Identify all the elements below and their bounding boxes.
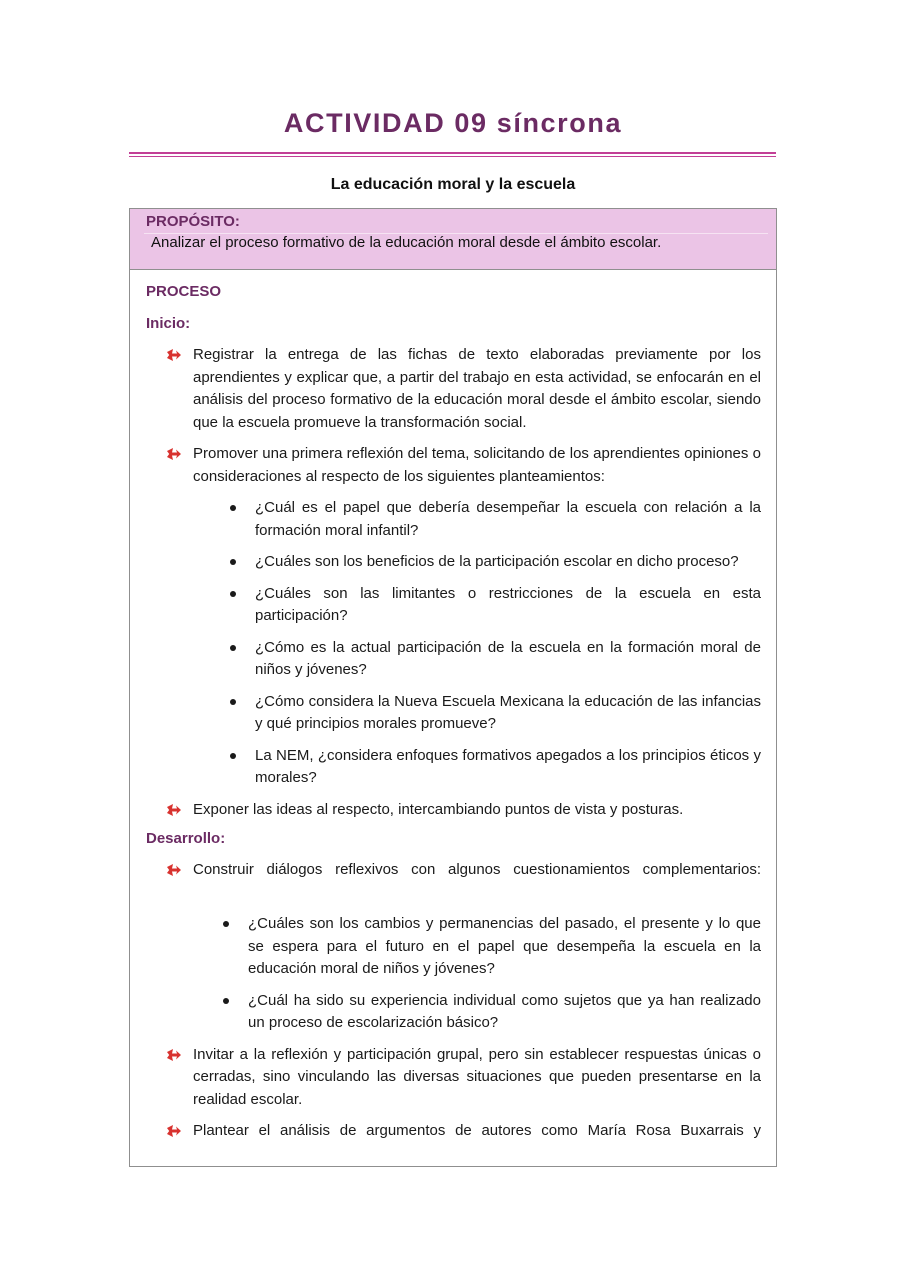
arrow-bullet-icon bbox=[167, 1124, 181, 1136]
arrow-bullet-icon bbox=[167, 447, 181, 459]
title-divider bbox=[129, 152, 776, 154]
bullet-dot-icon bbox=[230, 505, 236, 511]
page-subtitle: La educación moral y la escuela bbox=[330, 176, 576, 193]
purpose-label: PROPÓSITO: bbox=[146, 213, 240, 230]
question-text: La NEM, ¿considera enfoques formativos apegados a los principios éticos y morales? bbox=[255, 746, 761, 786]
list-item-text: Plantear el análisis de argumentos de autores como María Rosa Buxarrais y bbox=[193, 1122, 761, 1139]
arrow-bullet-icon bbox=[167, 348, 181, 360]
bullet-dot-icon bbox=[230, 645, 236, 651]
list-item bbox=[146, 1120, 761, 1143]
question-item bbox=[146, 551, 761, 574]
bullet-dot-icon bbox=[230, 699, 236, 705]
bullet-dot-icon bbox=[223, 998, 229, 1004]
activity-table bbox=[129, 208, 777, 1167]
arrow-bullet-icon bbox=[167, 1048, 181, 1060]
question-item bbox=[146, 745, 761, 790]
desarrollo-questions bbox=[146, 913, 761, 1035]
list-item-text: Construir diálogos reflexivos con algunos cuestionamientos complementarios: bbox=[193, 861, 761, 878]
bullet-dot-icon bbox=[223, 921, 229, 927]
inicio-questions bbox=[146, 497, 761, 790]
question-item bbox=[146, 913, 761, 981]
question-text: ¿Cómo considera la Nueva Escuela Mexicana la educación de las infancias y qué principios morales promueve? bbox=[255, 692, 761, 732]
desarrollo-heading: Desarrollo: bbox=[146, 830, 226, 847]
process-section bbox=[130, 281, 776, 1143]
bullet-dot-icon bbox=[230, 753, 236, 759]
title-divider-thin bbox=[129, 156, 776, 157]
question-text: ¿Cuáles son los beneficios de la participación escolar en dicho proceso? bbox=[255, 553, 739, 570]
question-item bbox=[146, 583, 761, 628]
list-item bbox=[146, 859, 761, 1035]
list-item bbox=[146, 1044, 761, 1112]
inicio-list bbox=[146, 344, 761, 821]
table-bottom-border bbox=[129, 1166, 777, 1167]
list-item bbox=[146, 344, 761, 434]
question-item bbox=[146, 691, 761, 736]
list-item bbox=[146, 443, 761, 790]
question-text: ¿Cuáles son las limitantes o restricciones de la escuela en esta participación? bbox=[255, 584, 761, 624]
process-heading: PROCESO bbox=[146, 283, 222, 300]
bullet-dot-icon bbox=[230, 559, 236, 565]
question-text: ¿Cuál es el papel que debería desempeñar la escuela con relación a la formación moral infantil? bbox=[255, 499, 761, 539]
question-text: ¿Cuál ha sido su experiencia individual como sujetos que ya han realizado un proceso de escolarización básico? bbox=[248, 991, 761, 1031]
list-item-text: Promover una primera reflexión del tema, solicitando de los aprendientes opiniones o consideraciones al respecto de los siguientes planteamientos: bbox=[193, 445, 761, 485]
question-text: ¿Cómo es la actual participación de la escuela en la formación moral de niños y jóvenes? bbox=[255, 638, 761, 678]
bullet-dot-icon bbox=[230, 591, 236, 597]
list-item bbox=[146, 799, 761, 822]
question-item bbox=[146, 990, 761, 1035]
purpose-section bbox=[130, 209, 776, 270]
list-item-text: Invitar a la reflexión y participación grupal, pero sin establecer respuestas únicas o cerradas, sino vinculando las diversas situaciones que pueden presentarse en la realidad escolar. bbox=[193, 1045, 761, 1108]
question-text: ¿Cuáles son los cambios y permanencias del pasado, el presente y lo que se espera para el futuro en el papel que desempeña la escuela en la educación moral de niños y jóvenes? bbox=[248, 915, 761, 977]
arrow-bullet-icon bbox=[167, 803, 181, 815]
list-item-text: Exponer las ideas al respecto, intercambiando puntos de vista y posturas. bbox=[193, 800, 684, 818]
question-item bbox=[146, 497, 761, 542]
list-item-text: Registrar la entrega de las fichas de texto elaboradas previamente por los aprendientes y explicar que, a partir del trabajo en esta actividad, se enfocarán en el análisis del proceso formativo de la educación moral desde el ámbito escolar, siendo que la escuela promueve la transformación social. bbox=[193, 346, 761, 431]
page-title: ACTIVIDAD 09 síncrona bbox=[283, 108, 623, 138]
question-item bbox=[146, 637, 761, 682]
purpose-text: Analizar el proceso formativo de la educación moral desde el ámbito escolar. bbox=[151, 234, 662, 251]
arrow-bullet-icon bbox=[167, 863, 181, 875]
desarrollo-list bbox=[146, 859, 761, 1143]
inicio-heading: Inicio: bbox=[146, 315, 191, 332]
